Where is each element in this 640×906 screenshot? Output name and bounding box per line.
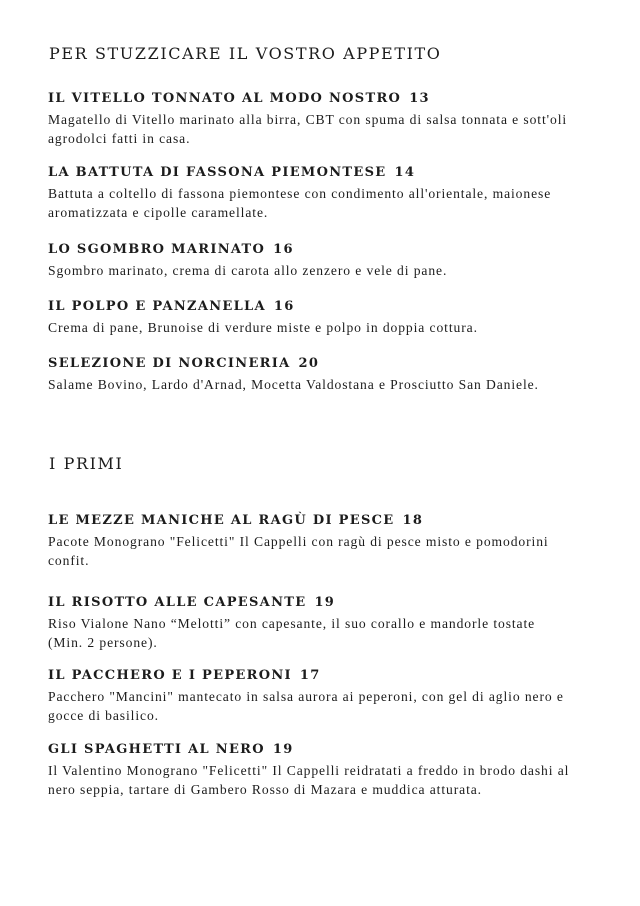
dish-name-heading	[48, 512, 618, 530]
dish-name-heading	[48, 241, 618, 259]
dish-price: 13	[409, 91, 430, 106]
dish-description: Battuta a coltello di fassona piemontese con condimento all'orientale, maionese aromatizzata e cipolle caramellate.	[48, 186, 552, 220]
dish-name-heading	[48, 741, 618, 759]
dish-name: IL PACCHERO E I PEPERONI	[48, 668, 292, 683]
dish-name: SELEZIONE DI NORCINERIA	[48, 356, 291, 371]
dish-name-heading	[48, 298, 618, 316]
dish-sgombro-marinato	[48, 241, 618, 280]
dish-description: Crema di pane, Brunoise di verdure miste e polpo in doppia cottura.	[48, 320, 478, 335]
dish-name: IL VITELLO TONNATO AL MODO NOSTRO	[48, 91, 402, 106]
dish-spaghetti-nero	[48, 741, 618, 799]
dish-pacchero-peperoni	[48, 667, 618, 725]
dish-description: Riso Vialone Nano “Melotti” con capesante, il suo corallo e mandorle tostate (Min. 2 persone).	[48, 616, 536, 650]
dish-name-heading	[48, 164, 618, 182]
dish-vitello-tonnato	[48, 90, 618, 148]
dish-name: LO SGOMBRO MARINATO	[48, 242, 266, 257]
dish-description: Sgombro marinato, crema di carota allo zenzero e vele di pane.	[48, 263, 448, 278]
dish-description: Pacote Monograno "Felicetti" Il Cappelli con ragù di pesce misto e pomodorini confit.	[48, 534, 549, 568]
dish-name: GLI SPAGHETTI AL NERO	[48, 742, 265, 757]
dish-price: 16	[273, 242, 294, 257]
section-title-appetizers: PER STUZZICARE IL VOSTRO APPETITO	[49, 44, 442, 63]
dish-name-heading	[48, 667, 618, 685]
dish-name: LA BATTUTA DI FASSONA PIEMONTESE	[48, 165, 387, 180]
dish-price: 16	[273, 299, 295, 314]
dish-description: Pacchero "Mancini" mantecato in salsa aurora ai peperoni, con gel di aglio nero e gocce di basilico.	[48, 689, 564, 723]
dish-battuta-fassona	[48, 164, 618, 222]
dish-name: IL POLPO E PANZANELLA	[48, 299, 266, 314]
dish-description: Magatello di Vitello marinato alla birra, CBT con spuma di salsa tonnata e sott'oli agrodolci fatti in casa.	[48, 112, 568, 146]
dish-description: Salame Bovino, Lardo d'Arnad, Mocetta Valdostana e Prosciutto San Daniele.	[48, 377, 539, 392]
dish-price: 18	[402, 513, 424, 528]
section-title-primi: I PRIMI	[49, 454, 124, 473]
dish-price: 17	[299, 668, 321, 683]
dish-price: 19	[272, 742, 294, 757]
dish-risotto-capesante	[48, 594, 618, 652]
dish-name-heading	[48, 594, 618, 612]
dish-price: 20	[298, 356, 320, 371]
dish-polpo-panzanella	[48, 298, 618, 337]
dish-price: 14	[394, 165, 416, 180]
dish-name-heading	[48, 355, 618, 373]
dish-mezze-maniche	[48, 512, 618, 570]
dish-name: LE MEZZE MANICHE AL RAGÙ DI PESCE	[48, 513, 395, 528]
dish-selezione-norcineria	[48, 355, 618, 394]
dish-name: IL RISOTTO ALLE CAPESANTE	[48, 595, 307, 610]
dish-name-heading	[48, 90, 618, 108]
dish-price: 19	[314, 595, 336, 610]
dish-description: Il Valentino Monograno "Felicetti" Il Cappelli reidratati a freddo in brodo dashi al nero seppia, tartare di Gambero Rosso di Mazara e muddica atturata.	[48, 763, 570, 797]
